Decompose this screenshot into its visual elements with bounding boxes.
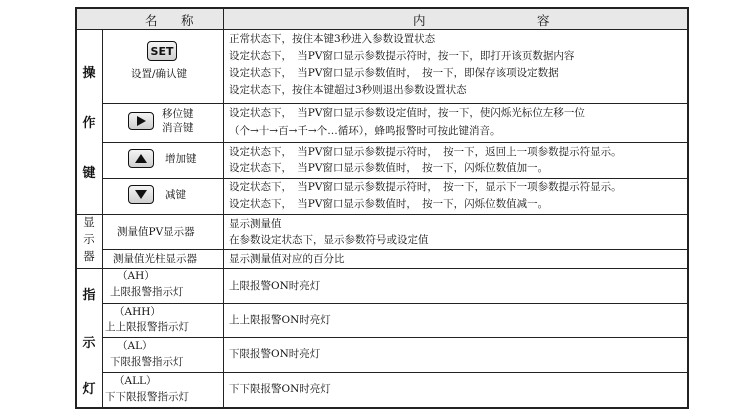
up-desc-line-1: 设定状态下， 当PV窗口显示参数提示符时， 按一下，返回上一项参数提示符显示。 bbox=[229, 146, 622, 158]
row-divider bbox=[77, 268, 687, 269]
pv-desc-line-2: 在参数设定状态下，显示参数符号或设定值 bbox=[229, 234, 429, 246]
bar-display-label: 测量值光柱显示器 bbox=[113, 253, 197, 265]
indicator-label: 下限报警指示灯 bbox=[110, 356, 184, 368]
row-divider bbox=[102, 372, 687, 373]
set-desc-line-3: 设定状态下， 当PV窗口显示参数值时， 按一下，即保存该项设定数据 bbox=[229, 67, 559, 79]
row-divider bbox=[102, 103, 687, 104]
header-content-char-2: 容 bbox=[537, 13, 550, 28]
row-divider bbox=[102, 178, 687, 179]
indicator-desc: 下下限报警ON时亮灯 bbox=[229, 383, 331, 395]
indicator-label: 上上限报警指示灯 bbox=[105, 321, 189, 333]
shift-desc-line-2: （个→十→百→千→个…循环），蜂鸣报警时可按此键消音。 bbox=[229, 125, 501, 137]
table-header bbox=[77, 9, 687, 30]
row-divider bbox=[102, 142, 687, 143]
header-name-char-1: 名 bbox=[145, 13, 158, 28]
mute-key-label: 消音键 bbox=[162, 122, 194, 134]
header-content-char-1: 内 bbox=[413, 13, 426, 28]
down-desc-line-1: 设定状态下， 当PV窗口显示参数提示符时， 按一下，显示下一项参数提示符显示。 bbox=[229, 181, 622, 193]
indicator-desc: 上限报警ON时亮灯 bbox=[229, 280, 321, 292]
group-label-indicator-3: 灯 bbox=[82, 382, 96, 397]
down-desc-line-2: 设定状态下， 当PV窗口显示参数值时， 按一下，闪烁位数值减一。 bbox=[229, 198, 549, 210]
group-label-operation-2: 作 bbox=[82, 116, 96, 131]
group-label-display-1: 显 bbox=[83, 215, 95, 229]
down-key-label: 减键 bbox=[165, 189, 186, 201]
indicator-label: 上限报警指示灯 bbox=[110, 286, 184, 298]
up-arrow-key-icon bbox=[128, 149, 154, 168]
content-column-divider bbox=[223, 9, 224, 409]
pv-display-label: 测量值PV显示器 bbox=[117, 226, 195, 238]
set-key-icon bbox=[147, 41, 177, 61]
indicator-code: （AH） bbox=[117, 270, 155, 282]
group-column-divider bbox=[102, 29, 103, 409]
group-label-display-2: 示 bbox=[83, 232, 95, 246]
indicator-desc: 上上限报警ON时亮灯 bbox=[229, 314, 331, 326]
header-name-char-2: 称 bbox=[181, 13, 194, 28]
function-table bbox=[75, 7, 689, 409]
shift-desc-line-1: 设定状态下， 当PV窗口显示参数设定值时，按一下，使闪烁光标位左移一位 bbox=[229, 107, 585, 119]
set-desc-line-4: 设定状态下，按住本键超过3秒则退出参数设置状态 bbox=[229, 84, 467, 96]
set-key-text: SET bbox=[150, 44, 174, 58]
indicator-code: （ALL） bbox=[114, 375, 157, 387]
row-divider bbox=[102, 303, 687, 304]
indicator-label: 下下限报警指示灯 bbox=[105, 391, 189, 403]
indicator-code: （AHH） bbox=[114, 306, 161, 318]
bar-desc-line-1: 显示测量值对应的百分比 bbox=[229, 253, 345, 265]
shift-key-label: 移位键 bbox=[162, 108, 194, 120]
row-divider bbox=[102, 249, 687, 250]
right-arrow-key-icon bbox=[128, 112, 154, 130]
group-label-indicator-2: 示 bbox=[82, 336, 96, 351]
indicator-code: （AL） bbox=[117, 340, 153, 352]
set-key-label: 设置/确认键 bbox=[131, 68, 188, 80]
indicator-desc: 下限报警ON时亮灯 bbox=[229, 348, 321, 360]
pv-desc-line-1: 显示测量值 bbox=[229, 218, 282, 230]
set-desc-line-1: 正常状态下，按住本键3秒进入参数设置状态 bbox=[229, 33, 436, 45]
row-divider bbox=[77, 214, 687, 215]
up-key-label: 增加键 bbox=[165, 153, 197, 165]
up-desc-line-2: 设定状态下， 当PV窗口显示参数值时， 按一下，闪烁位数值加一。 bbox=[229, 162, 549, 174]
group-label-display-3: 器 bbox=[83, 249, 95, 263]
row-divider bbox=[102, 337, 687, 338]
group-label-operation-3: 键 bbox=[82, 166, 96, 181]
group-label-operation-1: 操 bbox=[82, 66, 96, 81]
down-arrow-key-icon bbox=[128, 185, 154, 204]
group-label-indicator-1: 指 bbox=[82, 288, 96, 303]
set-desc-line-2: 设定状态下， 当PV窗口显示参数提示符时，按一下，即打开该页数据内容 bbox=[229, 50, 575, 62]
